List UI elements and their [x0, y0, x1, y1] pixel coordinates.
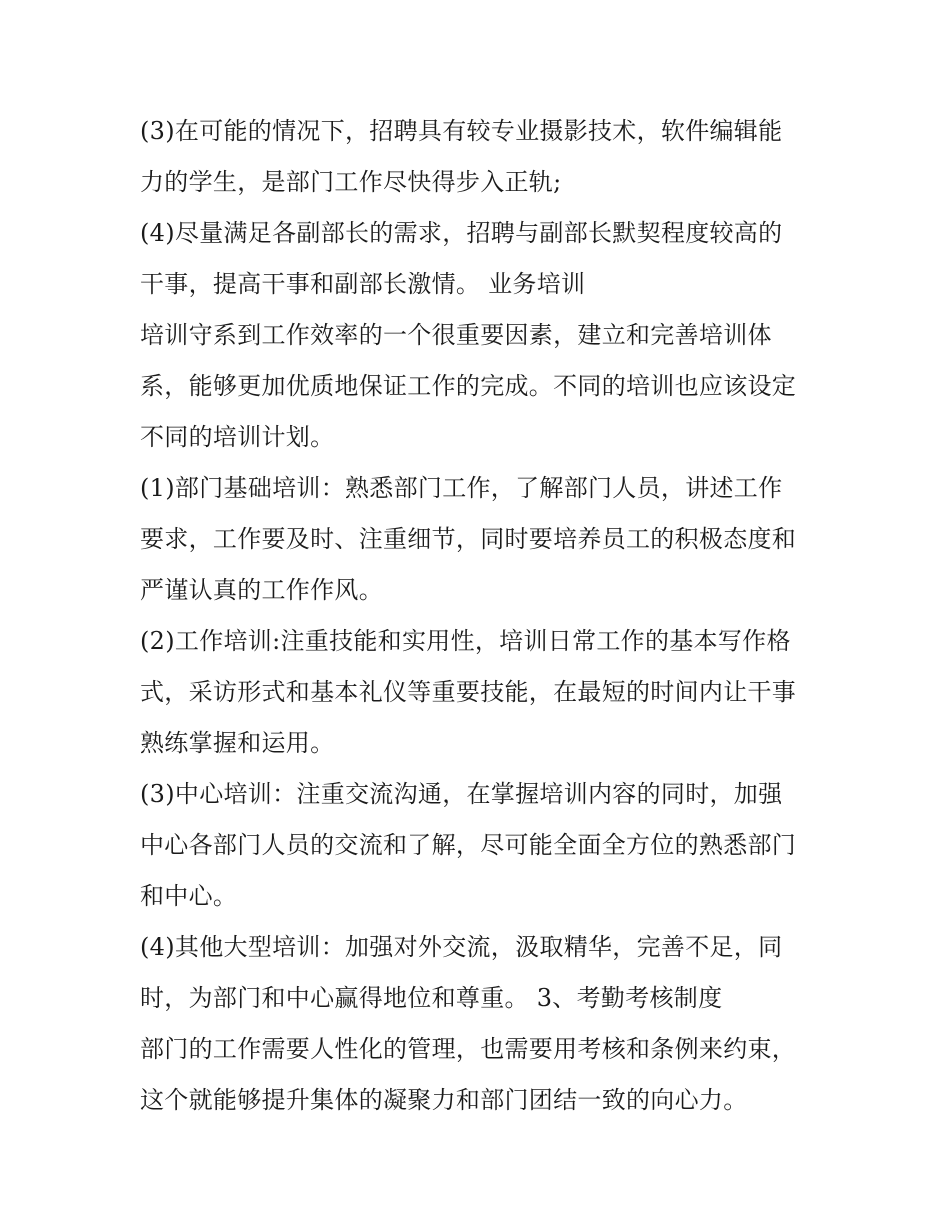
text-line: 式，采访形式和基本礼仪等重要技能，在最短的时间内让干事 — [140, 678, 797, 706]
text-line: 力的学生，是部门工作尽快得步入正轨; — [140, 168, 562, 196]
text-line: 系，能够更加优质地保证工作的完成。不同的培训也应该设定 — [140, 372, 797, 400]
text-line: 这个就能够提升集体的凝聚力和部门团结一致的向心力。 — [140, 1086, 748, 1114]
text-line: 中心各部门人员的交流和了解，尽可能全面全方位的熟悉部门 — [140, 831, 797, 859]
text-line: 和中心。 — [140, 882, 238, 910]
text-line: (4)其他大型培训：加强对外交流，汲取精华，完善不足，同 — [140, 933, 783, 961]
text-line: (3)在可能的情况下，招聘具有较专业摄影技术，软件编辑能 — [140, 117, 783, 145]
text-line: 时，为部门和中心赢得地位和尊重。 3、考勤考核制度 — [140, 984, 723, 1012]
document-body — [140, 106, 820, 1126]
text-line: 熟练掌握和运用。 — [140, 729, 335, 757]
text-line: (4)尽量满足各副部长的需求，招聘与副部长默契程度较高的 — [140, 219, 783, 247]
text-line: (1)部门基础培训：熟悉部门工作，了解部门人员，讲述工作 — [140, 474, 783, 502]
text-line: (3)中心培训：注重交流沟通，在掌握培训内容的同时，加强 — [140, 780, 783, 808]
text-line: 部门的工作需要人性化的管理，也需要用考核和条例来约束， — [140, 1035, 797, 1063]
text-line: 干事，提高干事和副部长激情。 业务培训 — [140, 270, 586, 298]
text-line: 要求，工作要及时、注重细节，同时要培养员工的积极态度和 — [140, 525, 797, 553]
text-line: (2)工作培训:注重技能和实用性，培训日常工作的基本写作格 — [140, 627, 791, 655]
text-line: 不同的培训计划。 — [140, 423, 335, 451]
text-line: 严谨认真的工作作风。 — [140, 576, 383, 604]
text-line: 培训守系到工作效率的一个很重要因素，建立和完善培训体 — [140, 321, 772, 349]
